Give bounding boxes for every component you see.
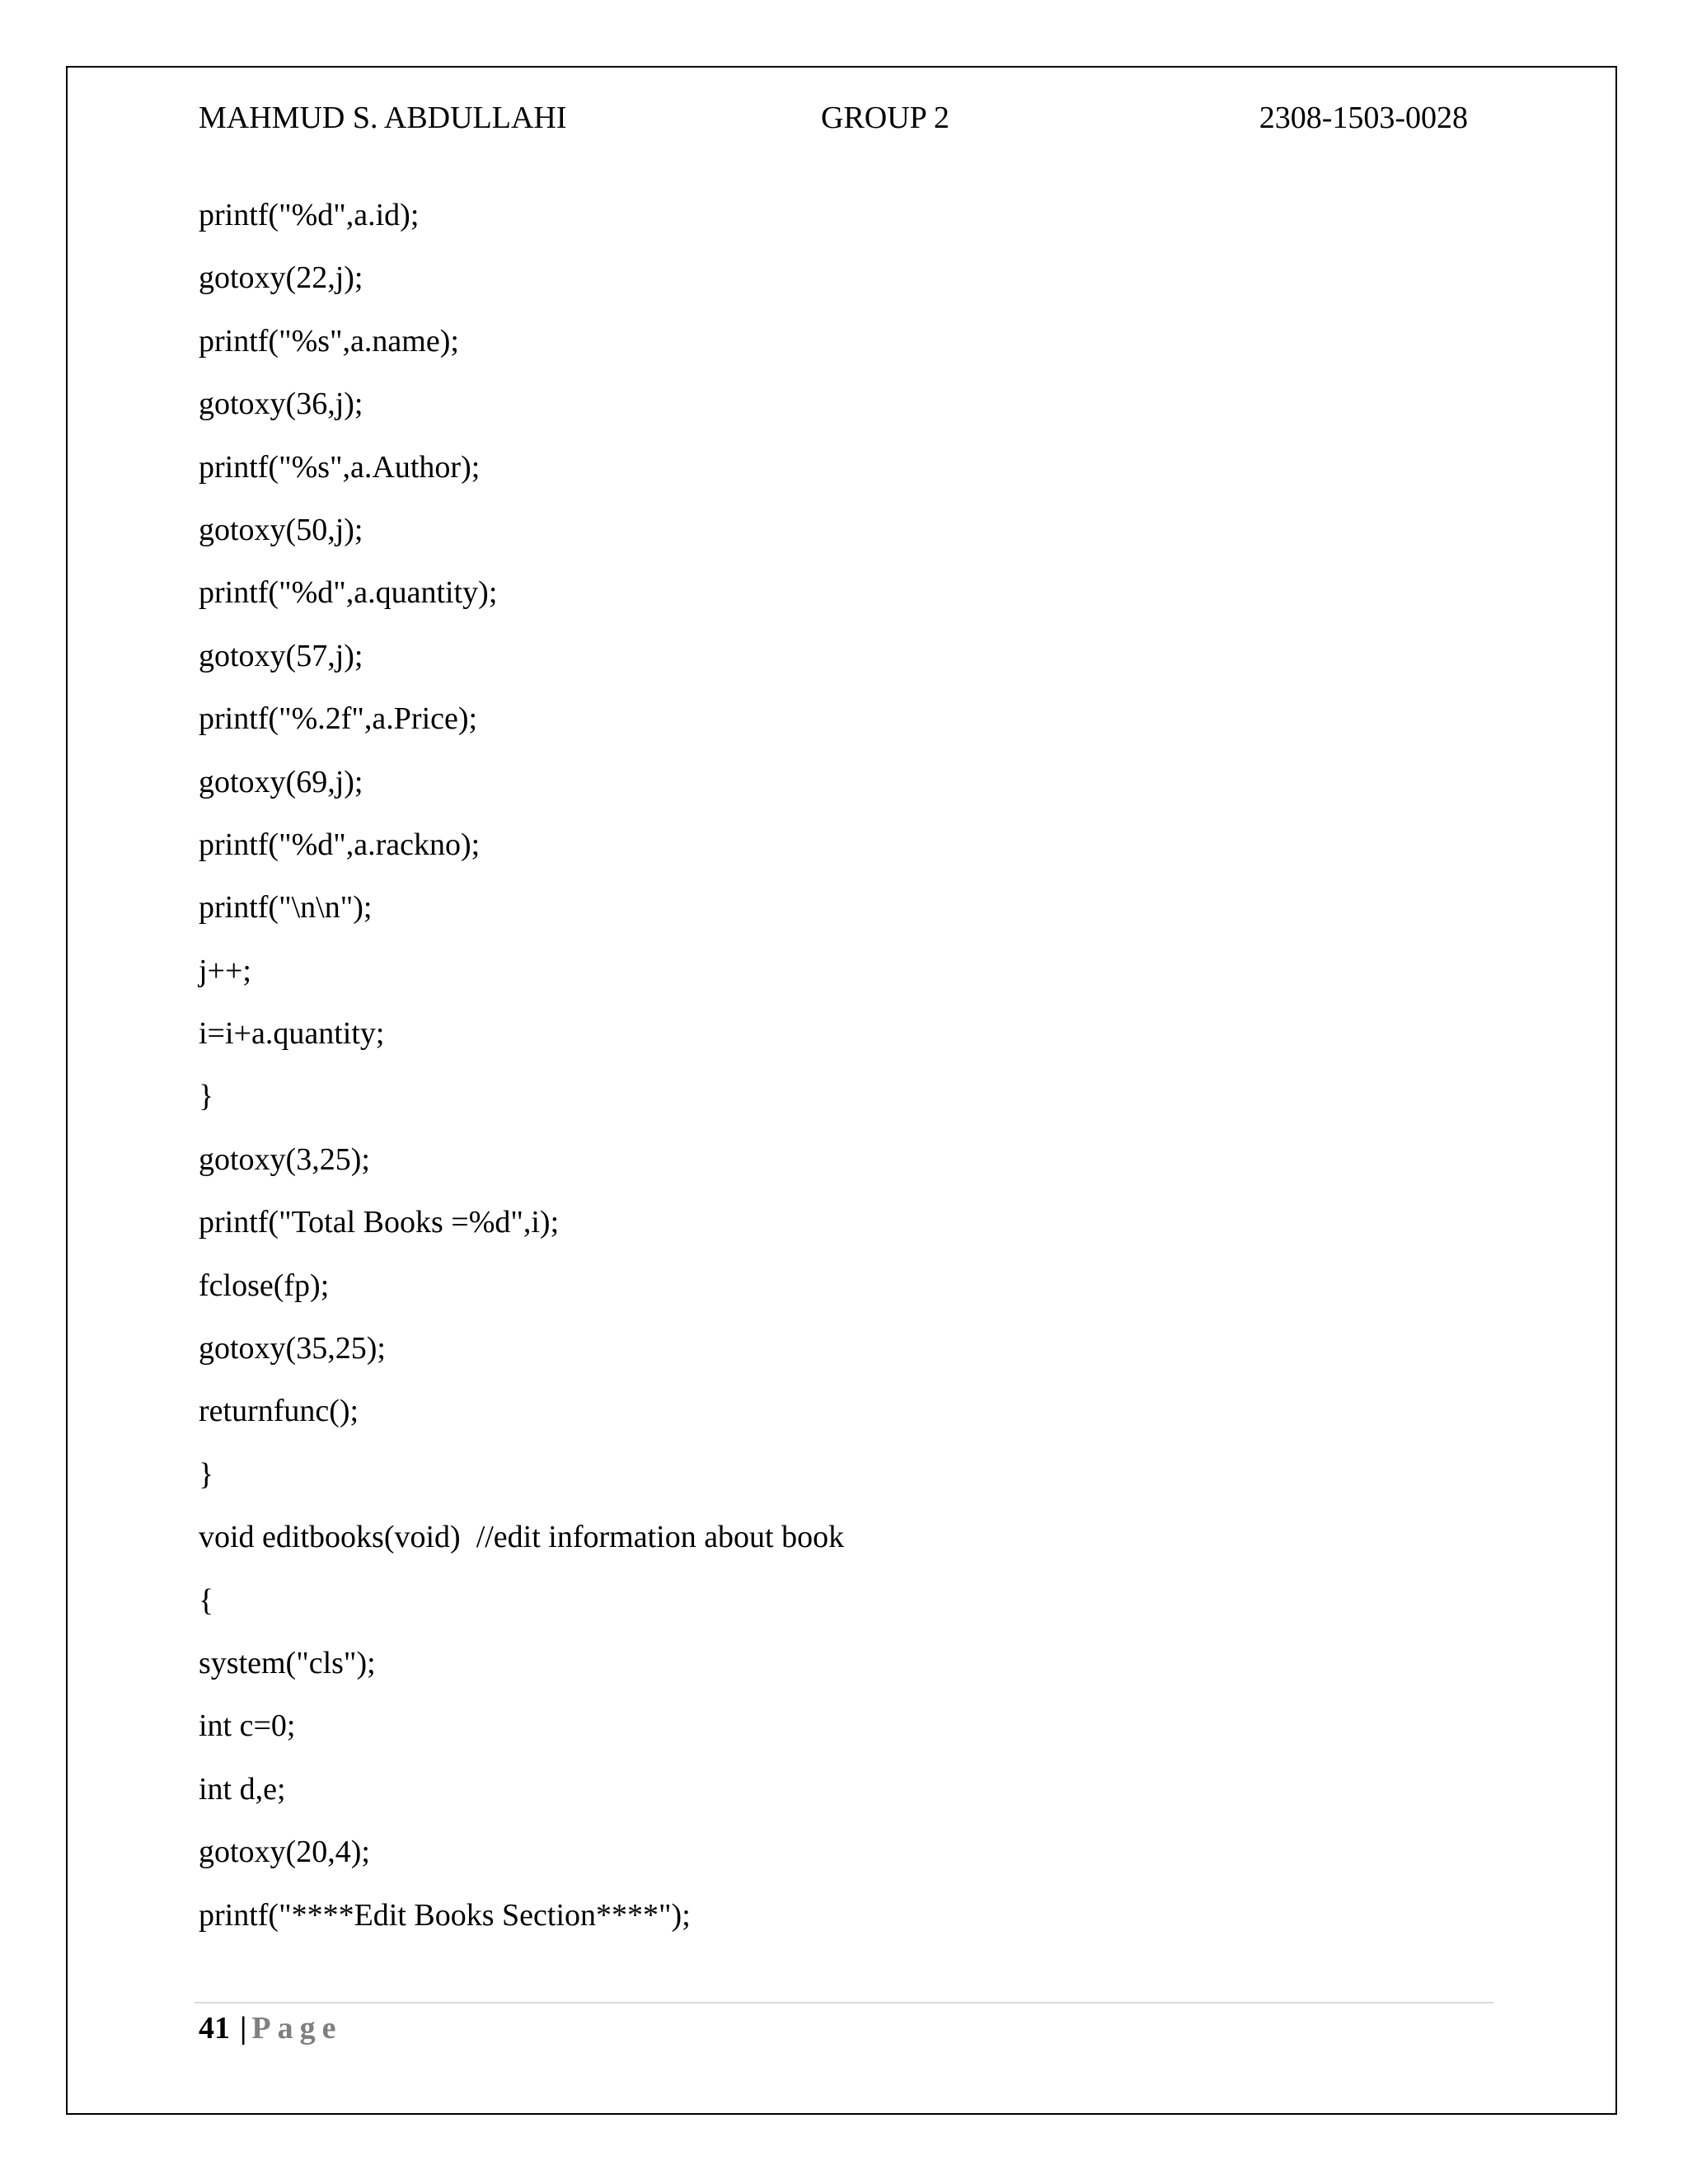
code-line: gotoxy(69,j); [199, 764, 363, 799]
code-line: printf("%s",a.Author); [199, 449, 481, 485]
header-group: GROUP 2 [821, 101, 950, 135]
code-line: printf("%d",a.id); [199, 198, 420, 232]
code-line: void editbooks(void) //edit information about book [199, 1520, 845, 1555]
code-line: } [199, 1456, 214, 1492]
code-line: gotoxy(36,j); [199, 387, 363, 422]
code-line: int d,e; [199, 1771, 286, 1807]
code-line: printf("Total Books =%d",i); [199, 1205, 560, 1240]
code-line: i=i+a.quantity; [199, 1016, 385, 1052]
code-line: printf("%.2f",a.Price); [199, 701, 478, 737]
page-footer [199, 2008, 342, 2049]
footer-rule [195, 2002, 1493, 2004]
footer-separator: | [240, 2011, 247, 2046]
code-line: { [199, 1582, 214, 1618]
code-line: printf("%d",a.quantity); [199, 575, 498, 611]
code-line: gotoxy(22,j); [199, 260, 363, 296]
code-line: } [199, 1079, 214, 1114]
code-line: gotoxy(57,j); [199, 638, 363, 673]
page-label: Page [251, 2011, 343, 2046]
code-line: gotoxy(50,j); [199, 512, 363, 547]
code-listing [199, 194, 844, 1957]
code-line: gotoxy(35,25); [199, 1331, 386, 1366]
code-line: printf("%s",a.name); [199, 323, 459, 359]
code-line: int c=0; [199, 1708, 296, 1744]
code-line: fclose(fp); [199, 1268, 330, 1303]
code-line: printf("%d",a.rackno); [199, 827, 481, 862]
page-number: 41 [199, 2011, 230, 2046]
code-line: returnfunc(); [199, 1394, 359, 1429]
code-line: printf("\n\n"); [199, 890, 373, 926]
header-id-number: 2308-1503-0028 [1259, 101, 1468, 135]
code-line: gotoxy(20,4); [199, 1835, 370, 1870]
code-line: printf("****Edit Books Section****"); [199, 1897, 691, 1933]
code-line: j++; [199, 953, 251, 988]
code-line: system("cls"); [199, 1645, 376, 1680]
page-header [199, 97, 1468, 138]
code-line: gotoxy(3,25); [199, 1141, 370, 1177]
header-author: MAHMUD S. ABDULLAHI [199, 101, 567, 135]
